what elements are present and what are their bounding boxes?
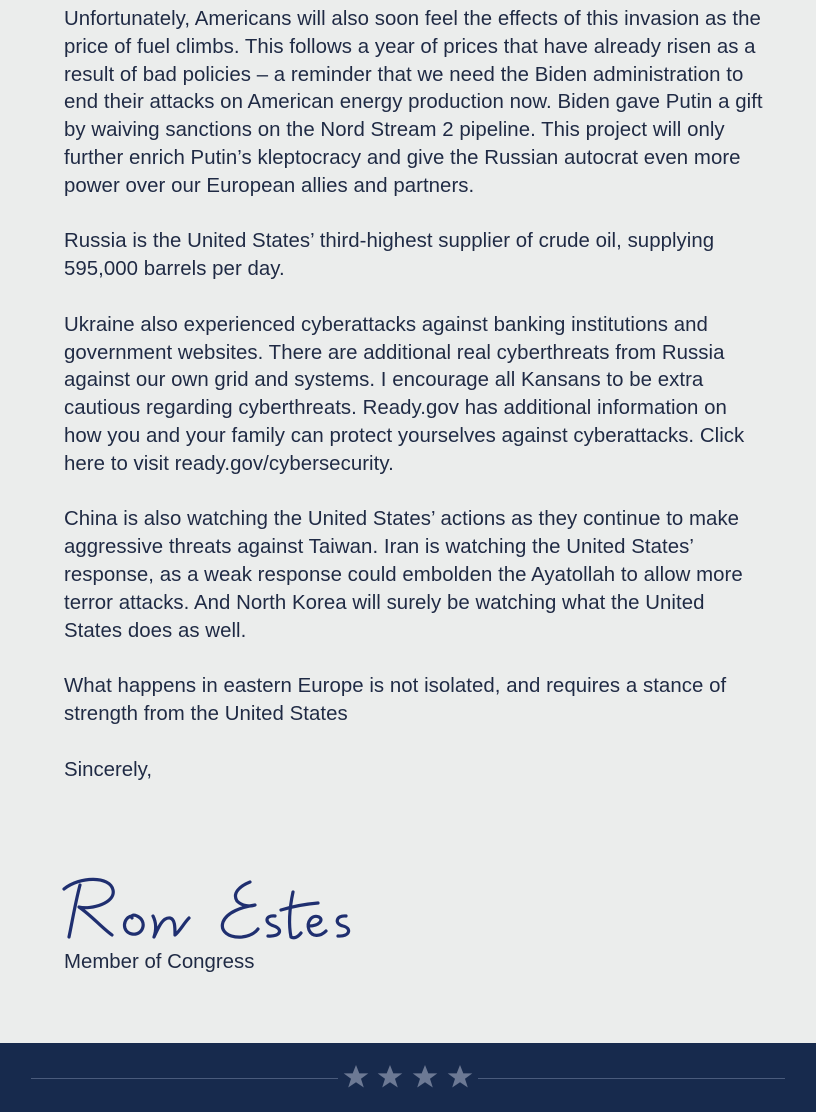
letter-paragraph-cyberattacks: Ukraine also experienced cyberattacks against banking institutions and government websites. There are additional real cyberthreats from Russia against our own grid and systems. I encourage all Kansans to be extra cautious regarding cyberthreats. Ready.gov has additional information on how you and your family can protect yourselves against cyberattacks. Click here to visit ready.gov/cybersecurity. [64, 313, 745, 475]
star-icon [448, 1065, 473, 1088]
star-icon [413, 1065, 438, 1088]
letter-paragraph-crude-oil: Russia is the United States’ third-highest supplier of crude oil, supplying 595,000 barrels per day. [64, 230, 715, 281]
letter-paragraph-eastern-europe: What happens in eastern Europe is not isolated, and requires a stance of strength from the United States [64, 675, 727, 725]
footer-divider-left [31, 1078, 338, 1079]
star-icon [378, 1065, 403, 1088]
signature-image [62, 868, 352, 944]
letter-paragraph-fuel-prices: Unfortunately, Americans will also soon feel the effects of this invasion as the price of fuel climbs. This follows a year of prices that have already risen as a result of bad policies – a reminder that we need the Biden administration to end their attacks on American energy production now. Biden gave Putin a gift by waiving sanctions on the Nord Stream 2 pipeline. This project will only further enrich Putin’s kleptocracy and give the Russian autocrat even more power over our European allies and partners. [64, 8, 763, 197]
closing-salutation: Sincerely, [64, 758, 153, 781]
footer-banner [0, 1043, 816, 1112]
letter-body [64, 6, 764, 784]
letter-paragraph-china-iran-north-korea: China is also watching the United States’ actions as they continue to make aggressive threats against Taiwan. Iran is watching the United States’ response, as a weak response could embolden the Ayatollah to allow more terror attacks. And North Korea will surely be watching what the United States does as well. [64, 508, 743, 642]
footer-divider-right [478, 1078, 785, 1079]
footer-star-row [340, 1059, 476, 1095]
signer-title: Member of Congress [64, 951, 255, 973]
star-icon [344, 1065, 369, 1088]
